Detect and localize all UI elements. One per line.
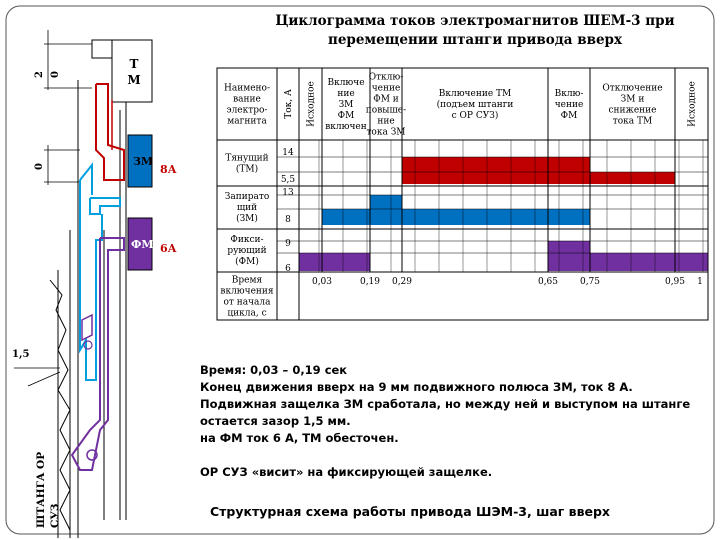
time-tick-label: 0,19 xyxy=(359,277,381,287)
note-line: ОР СУЗ «висит» на фиксирующей защелке. xyxy=(200,465,493,479)
time-header: от начала xyxy=(223,297,271,308)
header-name: вание xyxy=(233,94,261,105)
cyclogram-bar xyxy=(402,157,590,184)
rod-label: ШТАНГА ОР xyxy=(35,451,47,528)
time-tick-label: 1 xyxy=(697,277,703,287)
note-line xyxy=(200,447,710,464)
time-tick-label: 0,03 xyxy=(311,277,333,287)
header-name: Наимено- xyxy=(224,83,270,94)
note-line: на ФМ ток 6 А, ТМ обесточен. xyxy=(200,431,399,445)
cyclogram-bar xyxy=(402,209,548,225)
figure-caption: Структурная схема работы привода ШЭМ-3, шаг вверх xyxy=(209,504,610,519)
note-line: Подвижная защелка ЗМ сработала, но между ней и выступом на штанге xyxy=(200,397,691,411)
zm-label: ЗМ xyxy=(133,155,154,168)
cyclogram-bar xyxy=(370,195,402,225)
row-name: Фикси- xyxy=(230,235,264,246)
header-phase: Исходное xyxy=(687,81,698,127)
row-current: 13 xyxy=(282,188,294,198)
time-tick-label: 0,95 xyxy=(664,277,686,287)
tm-label-bottom: М xyxy=(127,73,141,87)
cyclogram-bar xyxy=(322,209,370,225)
header-current: Ток, А xyxy=(284,89,294,119)
cyclogram-bar xyxy=(299,253,370,271)
time-tick-label: 0,75 xyxy=(579,277,601,287)
title-line-2: перемещении штанги привода вверх xyxy=(327,32,623,48)
fm-label: ФМ xyxy=(131,238,154,251)
header-phase: ФМ xyxy=(560,111,578,122)
header-phase: ФМ xyxy=(337,111,355,122)
header-name: магнита xyxy=(227,116,267,127)
zm-linkage xyxy=(90,198,120,214)
notes-block xyxy=(200,362,710,481)
dim-label-0: 0 xyxy=(34,163,45,170)
header-phase: ЗМ xyxy=(338,100,354,111)
header-phase: ние xyxy=(377,116,395,127)
dim-label-20a: 2 xyxy=(34,71,45,78)
header-phase: чение xyxy=(554,100,584,111)
header-phase: чение xyxy=(371,83,401,94)
cyclogram-bar xyxy=(590,172,675,184)
header-phase: Исходное xyxy=(306,81,317,127)
row-name: (ЗМ) xyxy=(236,214,258,225)
cyclogram-table xyxy=(217,68,708,320)
header-name: электро- xyxy=(226,105,268,116)
header-phase: ЗМ и xyxy=(620,94,645,105)
header-phase: Отключение xyxy=(602,83,663,94)
header-phase: (подъем штанги xyxy=(436,100,514,111)
header-phase: тока ТМ xyxy=(612,116,653,127)
header-phase: повыше- xyxy=(365,105,407,116)
rod-label-2: СУЗ xyxy=(49,503,61,528)
header-phase: тока ЗМ xyxy=(366,127,406,138)
fm-current-label: 6А xyxy=(160,242,177,255)
header-phase: снижение xyxy=(608,105,657,116)
header-phase: Включе xyxy=(327,78,365,89)
row-current: 5,5 xyxy=(280,175,296,185)
row-name: (ФМ) xyxy=(235,257,259,268)
dim-label-15: 1,5 xyxy=(12,349,30,360)
header-phase: Включение ТМ xyxy=(438,89,512,100)
header-phase: включен xyxy=(325,122,367,133)
cyclogram-bar xyxy=(590,253,708,271)
zm-current-label: 8А xyxy=(160,163,177,176)
time-header: включения xyxy=(220,286,274,297)
row-name: щий xyxy=(236,203,258,214)
row-current: 6 xyxy=(285,264,291,274)
header-phase: ние xyxy=(337,89,355,100)
row-name: Запирато xyxy=(224,192,270,203)
time-tick-label: 0,65 xyxy=(537,277,559,287)
title-line-1: Циклограмма токов электромагнитов ШЕМ-3 при xyxy=(275,13,675,29)
header-phase: с ОР СУЗ) xyxy=(451,111,499,122)
dim-label-20b: 0 xyxy=(50,71,61,78)
cyclogram-bar xyxy=(548,209,590,225)
header-phase: Вклю- xyxy=(554,89,584,100)
tm-magnet-block xyxy=(112,40,152,102)
row-current: 14 xyxy=(282,148,294,158)
note-line: Время: 0,03 – 0,19 сек xyxy=(200,363,348,377)
header-phase: Отклю- xyxy=(368,72,404,83)
time-header: Время xyxy=(231,275,263,286)
row-name: Тянущий xyxy=(225,153,269,164)
row-name: (ТМ) xyxy=(235,164,259,175)
cyclogram-bar xyxy=(548,241,590,271)
note-line: остается зазор 1,5 мм. xyxy=(200,414,351,428)
row-name: рующий xyxy=(227,246,267,257)
time-tick-label: 0,29 xyxy=(391,277,413,287)
time-header: цикла, с xyxy=(227,308,267,319)
tm-label-top: Т xyxy=(129,57,139,71)
note-line: Конец движения вверх на 9 мм подвижного полюса ЗМ, ток 8 А. xyxy=(200,380,633,394)
row-current: 9 xyxy=(285,239,291,249)
rod-housing xyxy=(50,40,126,538)
row-current: 8 xyxy=(285,215,291,225)
header-phase: ФМ и xyxy=(373,94,399,105)
